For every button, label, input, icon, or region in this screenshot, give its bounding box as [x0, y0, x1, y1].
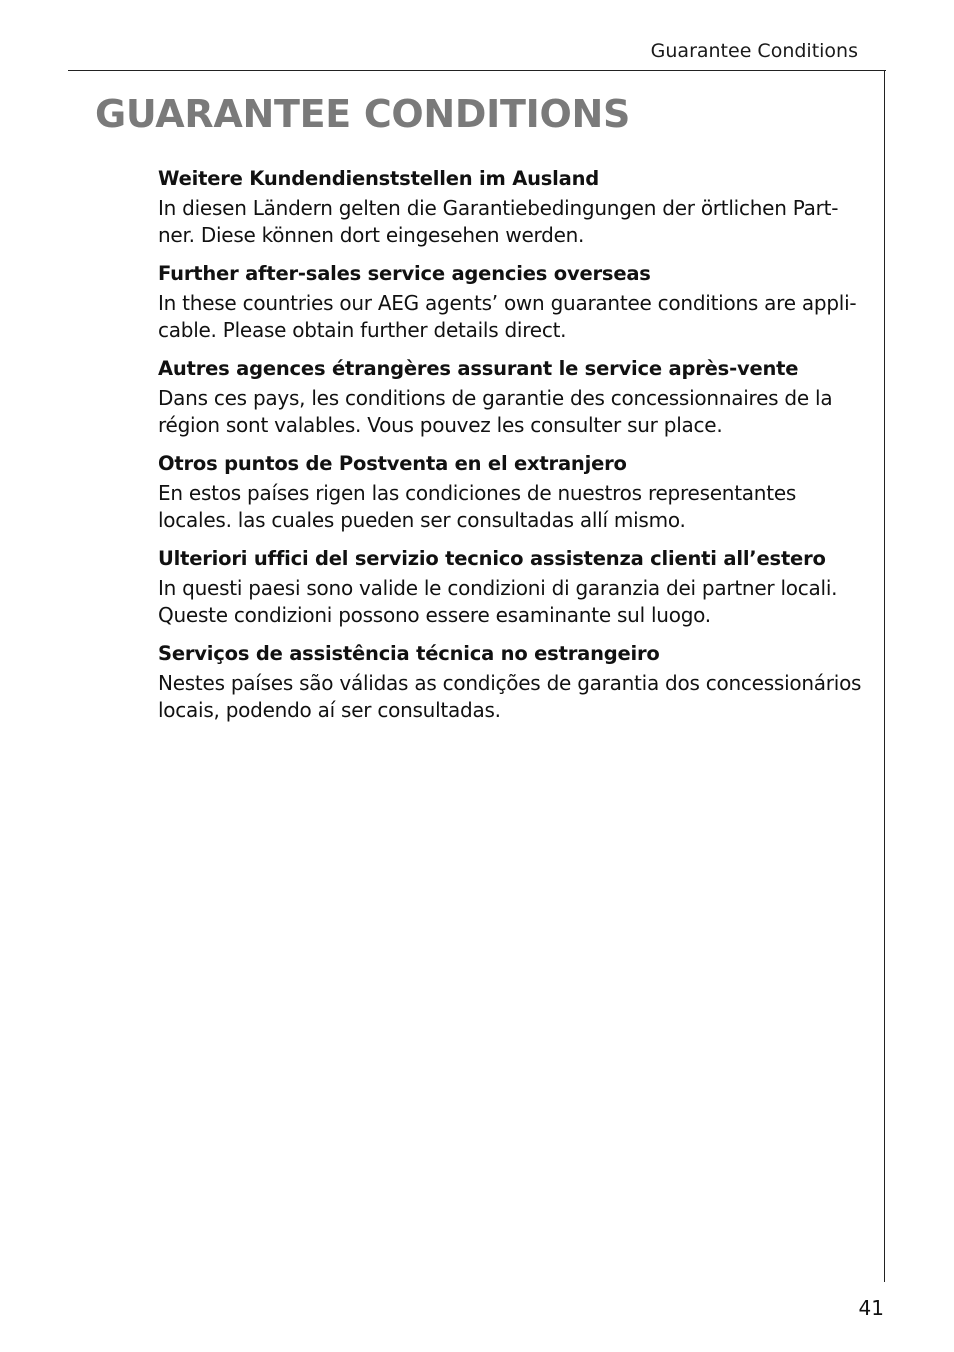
- section-english: [158, 261, 862, 344]
- section-body: Dans ces pays, les conditions de garantie des concessionnaires de la région sont valables. Vous pouvez les consulter sur place.: [158, 386, 833, 437]
- page-number: 41: [858, 1296, 884, 1320]
- section-german: [158, 166, 862, 249]
- page-title: GUARANTEE CONDITIONS: [95, 92, 631, 136]
- section-heading: Ulteriori uffici del servizio tecnico assistenza clienti all’estero: [158, 547, 826, 570]
- section-body: In diesen Ländern gelten die Garantiebedingungen der örtlichen Part-ner. Diese können dort eingesehen werden.: [158, 196, 839, 247]
- section-heading: Otros puntos de Postventa en el extranjero: [158, 452, 627, 475]
- content: [158, 166, 862, 736]
- side-rule: [884, 70, 885, 1282]
- section-body: En estos países rigen las condiciones de nuestros representantes locales. las cuales pueden ser consultadas allí mismo.: [158, 481, 797, 532]
- section-heading: Further after-sales service agencies overseas: [158, 262, 651, 285]
- section-body: In these countries our AEG agents’ own guarantee conditions are appli-cable. Please obtain further details direct.: [158, 291, 857, 342]
- section-heading: Autres agences étrangères assurant le service après-vente: [158, 357, 799, 380]
- section-body: In questi paesi sono valide le condizioni di garanzia dei partner locali. Queste condizioni possono essere esaminante sul luogo.: [158, 576, 838, 627]
- section-portuguese: [158, 641, 862, 724]
- running-header: Guarantee Conditions: [650, 40, 858, 62]
- section-french: [158, 356, 862, 439]
- section-spanish: [158, 451, 862, 534]
- section-italian: [158, 546, 862, 629]
- section-heading: Weitere Kundendienststellen im Ausland: [158, 167, 600, 190]
- header-rule: [68, 70, 886, 71]
- section-body: Nestes países são válidas as condições de garantia dos concessionários locais, podendo aí ser consultadas.: [158, 671, 862, 722]
- section-heading: Serviços de assistência técnica no estrangeiro: [158, 642, 660, 665]
